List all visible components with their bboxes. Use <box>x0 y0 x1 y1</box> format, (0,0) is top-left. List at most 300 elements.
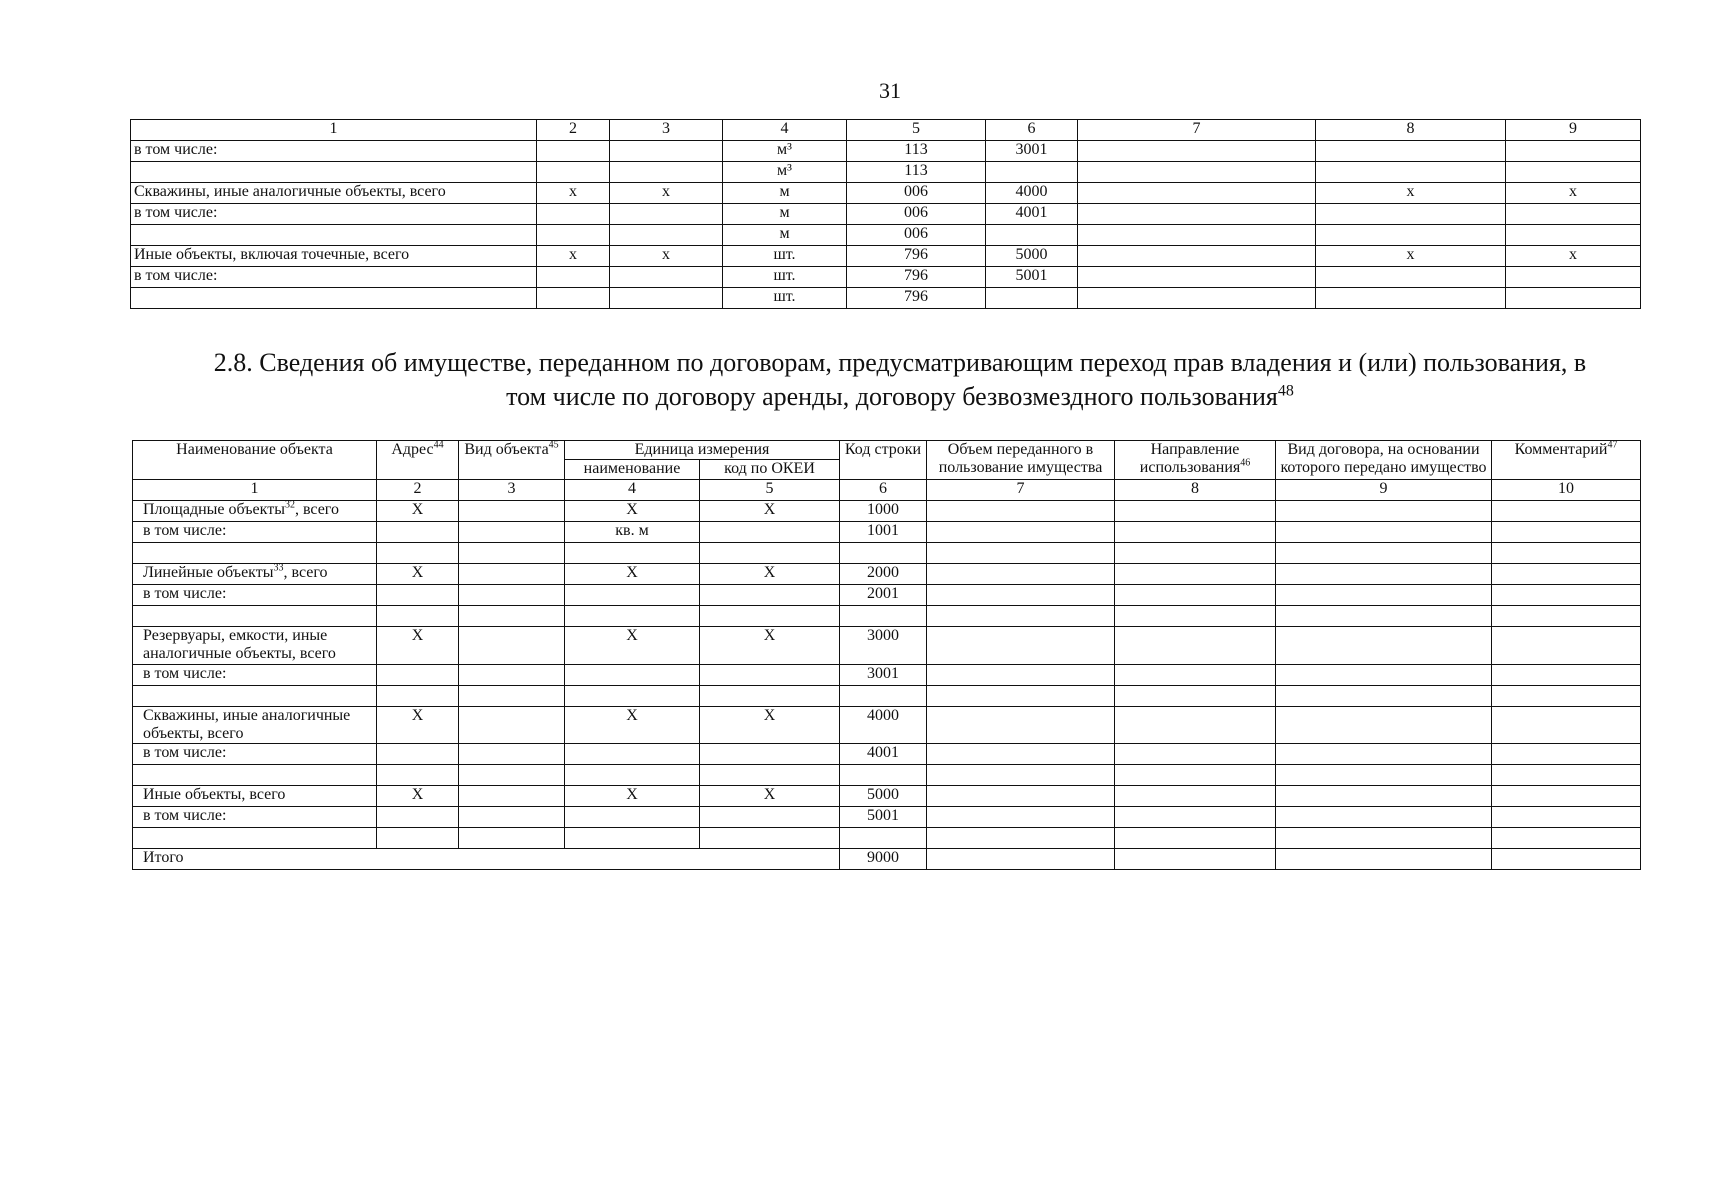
table-cell <box>610 288 723 309</box>
row-code-cell: 2000 <box>840 563 927 584</box>
kind-cell <box>459 605 565 626</box>
row-code-cell: 1000 <box>840 500 927 521</box>
table-row <box>133 828 1641 849</box>
unit-code-cell <box>700 807 840 828</box>
object-name: в том числе: <box>143 521 227 539</box>
table-cell <box>1078 183 1316 204</box>
table-cell <box>1316 288 1506 309</box>
object-name-cell <box>133 664 377 685</box>
kind-cell <box>459 744 565 765</box>
row-code-cell <box>840 685 927 706</box>
property-transfer-table <box>132 440 1641 870</box>
object-name: в том числе: <box>143 664 227 682</box>
table-cell <box>1506 141 1641 162</box>
empty-cell <box>1115 563 1276 584</box>
table-row <box>131 183 1641 204</box>
kind-cell <box>459 765 565 786</box>
empty-cell <box>1492 828 1641 849</box>
empty-cell <box>927 563 1115 584</box>
object-name-cell <box>133 500 377 521</box>
unit-code-cell <box>700 664 840 685</box>
unit-name-cell <box>565 807 700 828</box>
address-cell: X <box>377 626 459 664</box>
address-cell <box>377 664 459 685</box>
empty-cell <box>927 744 1115 765</box>
row-code-cell: 5000 <box>840 786 927 807</box>
table-cell <box>986 225 1078 246</box>
unit-name-cell: X <box>565 706 700 744</box>
row-code-cell <box>840 765 927 786</box>
empty-cell <box>1276 542 1492 563</box>
table-cell <box>610 204 723 225</box>
unit-name-cell: X <box>565 626 700 664</box>
unit-name-cell: X <box>565 500 700 521</box>
table-cell <box>131 162 537 183</box>
header-unit-group: Единица измерения <box>565 441 840 460</box>
table-row <box>133 685 1641 706</box>
empty-cell <box>1492 664 1641 685</box>
empty-cell <box>927 828 1115 849</box>
column-number: 5 <box>700 479 840 500</box>
address-cell: X <box>377 563 459 584</box>
table-cell <box>1506 162 1641 183</box>
table-cell <box>131 225 537 246</box>
empty-cell <box>1276 786 1492 807</box>
header-unit-name: наименование <box>565 460 700 479</box>
header-kind: Вид объекта$^{45}$ <box>459 441 565 480</box>
table-cell <box>610 141 723 162</box>
table-cell: 5001 <box>986 267 1078 288</box>
table-cell <box>1316 267 1506 288</box>
table-cell: x <box>610 183 723 204</box>
header-direction: Направление использования$^{46}$ <box>1115 441 1276 480</box>
address-cell <box>377 765 459 786</box>
kind-cell <box>459 786 565 807</box>
table-cell: 006 <box>847 204 986 225</box>
column-number: 8 <box>1316 120 1506 141</box>
table-row <box>131 246 1641 267</box>
unit-name-cell <box>565 542 700 563</box>
empty-cell <box>1276 605 1492 626</box>
object-name-cell <box>133 685 377 706</box>
table-row <box>133 521 1641 542</box>
table-cell: x <box>1506 183 1641 204</box>
row-code-cell: 1001 <box>840 521 927 542</box>
unit-code-cell <box>700 828 840 849</box>
address-cell: X <box>377 500 459 521</box>
object-name-cell <box>133 765 377 786</box>
empty-cell <box>1115 521 1276 542</box>
page-number: 31 <box>879 78 901 103</box>
table-row <box>133 664 1641 685</box>
total-label: Итого <box>133 849 840 870</box>
column-number: 10 <box>1492 479 1641 500</box>
empty-cell <box>927 807 1115 828</box>
kind-cell <box>459 706 565 744</box>
empty-cell <box>1115 500 1276 521</box>
table-cell: в том числе: <box>131 141 537 162</box>
empty-cell <box>1276 584 1492 605</box>
table-cell <box>537 162 610 183</box>
empty-cell <box>1276 706 1492 744</box>
row-code-cell <box>840 605 927 626</box>
header-contract: Вид договора, на основании которого передано имущество <box>1276 441 1492 480</box>
column-number: 4 <box>565 479 700 500</box>
column-number: 1 <box>131 120 537 141</box>
row-code-cell: 4001 <box>840 744 927 765</box>
empty-cell <box>1492 744 1641 765</box>
unit-name-cell <box>565 664 700 685</box>
table-cell: 113 <box>847 141 986 162</box>
empty-cell <box>1492 685 1641 706</box>
object-name: Скважины, иные аналогичные объекты, всего <box>143 706 351 742</box>
empty-cell <box>1115 664 1276 685</box>
table-cell <box>1078 162 1316 183</box>
empty-cell <box>927 626 1115 664</box>
table-cell: x <box>1316 246 1506 267</box>
kind-cell <box>459 542 565 563</box>
object-name-cell <box>133 744 377 765</box>
table-cell: 006 <box>847 183 986 204</box>
unit-name-cell <box>565 828 700 849</box>
empty-cell <box>927 605 1115 626</box>
address-cell <box>377 744 459 765</box>
unit-name-cell <box>565 584 700 605</box>
column-number: 8 <box>1115 479 1276 500</box>
header-address: Адрес$^{44}$ <box>377 441 459 480</box>
table-cell <box>537 288 610 309</box>
column-number: 4 <box>723 120 847 141</box>
table-cell <box>1078 267 1316 288</box>
table-cell: 4000 <box>986 183 1078 204</box>
table-row <box>133 500 1641 521</box>
table-cell: м³ <box>723 141 847 162</box>
row-code-cell <box>840 542 927 563</box>
unit-name-cell <box>565 744 700 765</box>
object-name: в том числе: <box>143 807 227 825</box>
table-cell: 113 <box>847 162 986 183</box>
table-cell: м <box>723 183 847 204</box>
column-number: 3 <box>610 120 723 141</box>
empty-cell <box>1276 500 1492 521</box>
table-cell <box>610 267 723 288</box>
empty-cell <box>1115 584 1276 605</box>
unit-name-cell: X <box>565 563 700 584</box>
table-cell <box>1078 288 1316 309</box>
unit-code-cell <box>700 605 840 626</box>
kind-cell <box>459 626 565 664</box>
empty-cell <box>927 765 1115 786</box>
column-number: 9 <box>1506 120 1641 141</box>
table-cell <box>1316 225 1506 246</box>
table-cell: м³ <box>723 162 847 183</box>
unit-code-cell: X <box>700 706 840 744</box>
table-row <box>133 765 1641 786</box>
table-cell: Иные объекты, включая точечные, всего <box>131 246 537 267</box>
kind-cell <box>459 563 565 584</box>
table-cell <box>1506 204 1641 225</box>
address-cell <box>377 521 459 542</box>
column-numbers-row <box>133 479 1641 500</box>
header-comment: Комментарий$^{47}$ <box>1492 441 1641 480</box>
unit-code-cell <box>700 542 840 563</box>
table-row <box>133 807 1641 828</box>
table-cell <box>537 204 610 225</box>
empty-cell <box>927 849 1115 870</box>
unit-name-cell <box>565 605 700 626</box>
table-cell <box>1078 204 1316 225</box>
empty-cell <box>927 685 1115 706</box>
object-name-cell <box>133 605 377 626</box>
continuation-table <box>130 119 1641 309</box>
empty-cell <box>1492 584 1641 605</box>
section-title-text: 2.8. Сведения об имуществе, переданном по договорам, предусматривающим переход прав владения и (или) пользования, в том числе по договору аренды, договору безвозмездного пользования <box>213 348 1587 411</box>
table-row <box>131 225 1641 246</box>
column-number: 2 <box>377 479 459 500</box>
empty-cell <box>1276 664 1492 685</box>
table-cell: x <box>610 246 723 267</box>
unit-code-cell <box>700 521 840 542</box>
empty-cell <box>1492 849 1641 870</box>
table-row <box>131 141 1641 162</box>
unit-code-cell: X <box>700 786 840 807</box>
empty-cell <box>927 521 1115 542</box>
empty-cell <box>1115 605 1276 626</box>
unit-code-cell <box>700 765 840 786</box>
table-cell <box>1078 246 1316 267</box>
object-name-cell <box>133 521 377 542</box>
address-cell <box>377 542 459 563</box>
footnote-ref: 32 <box>284 500 295 511</box>
column-numbers-row <box>131 120 1641 141</box>
table-cell: шт. <box>723 246 847 267</box>
empty-cell <box>927 786 1115 807</box>
unit-name-cell <box>565 765 700 786</box>
empty-cell <box>1115 706 1276 744</box>
total-row <box>133 849 1641 870</box>
row-code-cell: 3000 <box>840 626 927 664</box>
table-cell <box>537 141 610 162</box>
empty-cell <box>927 706 1115 744</box>
empty-cell <box>1115 849 1276 870</box>
object-name-cell <box>133 584 377 605</box>
unit-code-cell <box>700 584 840 605</box>
table-row <box>133 626 1641 664</box>
address-cell <box>377 807 459 828</box>
empty-cell <box>1492 563 1641 584</box>
unit-code-cell <box>700 744 840 765</box>
unit-name-cell: X <box>565 786 700 807</box>
table-cell <box>986 162 1078 183</box>
table-cell <box>1078 225 1316 246</box>
empty-cell <box>1276 828 1492 849</box>
table-cell <box>537 267 610 288</box>
object-name-cell <box>133 563 377 584</box>
unit-code-cell <box>700 685 840 706</box>
kind-cell <box>459 664 565 685</box>
empty-cell <box>1115 828 1276 849</box>
table-cell: 3001 <box>986 141 1078 162</box>
table-cell: Скважины, иные аналогичные объекты, всего <box>131 183 537 204</box>
table-cell <box>1506 225 1641 246</box>
header-unit-code: код по ОКЕИ <box>700 460 840 479</box>
row-code-cell <box>840 828 927 849</box>
row-code-cell: 5001 <box>840 807 927 828</box>
table-cell <box>1316 162 1506 183</box>
empty-cell <box>1276 521 1492 542</box>
column-number: 2 <box>537 120 610 141</box>
table-cell: 4001 <box>986 204 1078 225</box>
object-name-cell <box>133 828 377 849</box>
empty-cell <box>1492 706 1641 744</box>
address-cell <box>377 605 459 626</box>
empty-cell <box>1276 765 1492 786</box>
table-cell: шт. <box>723 267 847 288</box>
empty-cell <box>1492 605 1641 626</box>
table-cell <box>1316 141 1506 162</box>
table-row <box>133 563 1641 584</box>
table-cell: м <box>723 204 847 225</box>
table-cell <box>610 225 723 246</box>
table-cell <box>131 288 537 309</box>
column-number: 9 <box>1276 479 1492 500</box>
object-name-cell <box>133 807 377 828</box>
table-row <box>131 162 1641 183</box>
object-name-cell <box>133 706 377 744</box>
column-number: 1 <box>133 479 377 500</box>
table-cell: в том числе: <box>131 204 537 225</box>
table-cell <box>986 288 1078 309</box>
address-cell <box>377 685 459 706</box>
row-code-cell: 3001 <box>840 664 927 685</box>
table-cell: x <box>1506 246 1641 267</box>
table-row <box>131 204 1641 225</box>
table-cell <box>610 162 723 183</box>
object-name-cell <box>133 542 377 563</box>
table-cell: x <box>1316 183 1506 204</box>
object-name: Резервуары, емкости, иные аналогичные объекты, всего <box>143 626 336 663</box>
empty-cell <box>927 664 1115 685</box>
object-name: в том числе: <box>143 584 227 602</box>
kind-cell <box>459 584 565 605</box>
object-name: в том числе: <box>143 744 227 762</box>
table-cell: x <box>537 183 610 204</box>
object-name-cell <box>133 626 377 664</box>
footnote-ref: 33 <box>273 563 284 574</box>
empty-cell <box>1492 765 1641 786</box>
table-cell <box>1506 288 1641 309</box>
unit-code-cell: X <box>700 563 840 584</box>
empty-cell <box>927 500 1115 521</box>
table-row <box>133 605 1641 626</box>
table-row <box>133 786 1641 807</box>
empty-cell <box>1115 542 1276 563</box>
unit-code-cell: X <box>700 626 840 664</box>
empty-cell <box>1115 765 1276 786</box>
section-title <box>200 346 1600 414</box>
column-number: 6 <box>986 120 1078 141</box>
object-name-suffix: , всего <box>283 563 328 581</box>
empty-cell <box>1492 807 1641 828</box>
object-name: Иные объекты, всего <box>143 786 286 804</box>
object-name-suffix: , всего <box>294 500 339 518</box>
kind-cell <box>459 685 565 706</box>
kind-cell <box>459 521 565 542</box>
header-name: Наименование объекта <box>133 441 377 480</box>
header-volume: Объем переданного в пользование имущества <box>927 441 1115 480</box>
address-cell: X <box>377 786 459 807</box>
table-cell <box>1506 267 1641 288</box>
table-cell: 006 <box>847 225 986 246</box>
table-cell <box>1316 204 1506 225</box>
table-row <box>133 744 1641 765</box>
empty-cell <box>1115 626 1276 664</box>
address-cell <box>377 828 459 849</box>
table-cell: 796 <box>847 267 986 288</box>
empty-cell <box>1276 849 1492 870</box>
table-cell: м <box>723 225 847 246</box>
table-cell: x <box>537 246 610 267</box>
table-cell: в том числе: <box>131 267 537 288</box>
column-number: 7 <box>1078 120 1316 141</box>
empty-cell <box>1276 807 1492 828</box>
column-number: 5 <box>847 120 986 141</box>
object-name-cell <box>133 786 377 807</box>
empty-cell <box>1115 744 1276 765</box>
empty-cell <box>1492 500 1641 521</box>
table-cell: 796 <box>847 288 986 309</box>
address-cell <box>377 584 459 605</box>
table-cell: шт. <box>723 288 847 309</box>
column-number: 7 <box>927 479 1115 500</box>
table-cell <box>1078 141 1316 162</box>
column-number: 6 <box>840 479 927 500</box>
empty-cell <box>1492 626 1641 664</box>
total-code: 9000 <box>840 849 927 870</box>
table-cell: 796 <box>847 246 986 267</box>
empty-cell <box>1276 563 1492 584</box>
table-row <box>133 542 1641 563</box>
empty-cell <box>1492 542 1641 563</box>
table-row <box>131 267 1641 288</box>
row-code-cell: 4000 <box>840 706 927 744</box>
empty-cell <box>1276 685 1492 706</box>
unit-code-cell: X <box>700 500 840 521</box>
empty-cell <box>927 542 1115 563</box>
column-number: 3 <box>459 479 565 500</box>
kind-cell <box>459 807 565 828</box>
kind-cell <box>459 500 565 521</box>
table-row <box>133 706 1641 744</box>
row-code-cell: 2001 <box>840 584 927 605</box>
table-row <box>131 288 1641 309</box>
address-cell: X <box>377 706 459 744</box>
table-row <box>133 584 1641 605</box>
unit-name-cell <box>565 685 700 706</box>
unit-name-cell: кв. м <box>565 521 700 542</box>
empty-cell <box>1276 626 1492 664</box>
object-name: Линейные объекты <box>143 563 274 581</box>
kind-cell <box>459 828 565 849</box>
empty-cell <box>1115 807 1276 828</box>
header-row-code: Код строки <box>840 441 927 480</box>
table-cell: 5000 <box>986 246 1078 267</box>
object-name: Площадные объекты <box>143 500 285 518</box>
empty-cell <box>927 584 1115 605</box>
section-title-footnote: 48 <box>1277 382 1294 400</box>
empty-cell <box>1115 786 1276 807</box>
empty-cell <box>1492 786 1641 807</box>
